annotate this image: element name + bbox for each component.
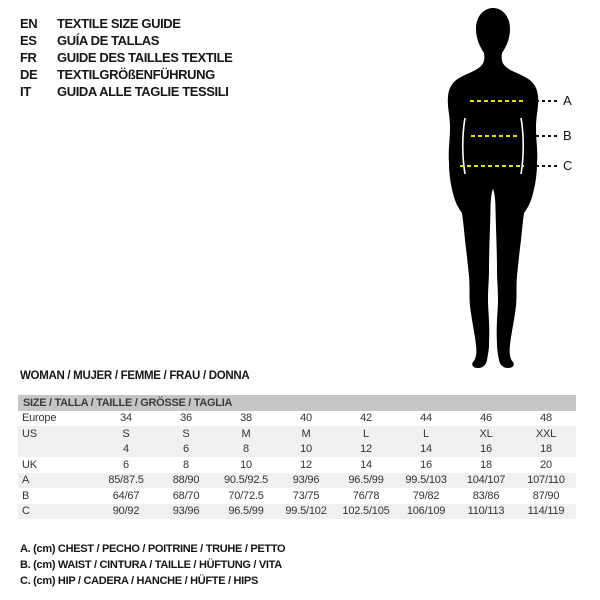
cell: 8	[183, 458, 189, 471]
language-label: GUIDA ALLE TAGLIE TESSILI	[57, 84, 229, 99]
table-row-hip	[18, 504, 576, 520]
cell: 76/78	[352, 489, 380, 502]
cell: 79/82	[412, 489, 440, 502]
table-row-uk	[18, 457, 576, 473]
chest-leader-dash	[536, 100, 557, 102]
marker-label-b: B	[563, 128, 572, 143]
table-row-us	[18, 426, 576, 442]
cell: 36	[180, 412, 192, 425]
cell: L	[363, 427, 369, 440]
language-row-fr	[20, 49, 232, 66]
cell: 106/109	[406, 505, 446, 518]
cell: L	[423, 427, 429, 440]
row-label: A	[22, 474, 30, 487]
hip-measure-dash	[460, 165, 524, 167]
row-label: Europe	[22, 412, 57, 425]
cell: XL	[479, 427, 493, 440]
cell: 46	[480, 412, 492, 425]
cell: 96.5/99	[228, 505, 264, 518]
cell: 10	[300, 443, 312, 456]
cell: S	[122, 427, 130, 440]
language-code: IT	[20, 84, 31, 99]
cell: 40	[300, 412, 312, 425]
cell: 107/110	[527, 474, 565, 487]
waist-measure-dash	[471, 135, 517, 137]
cell: 93/96	[172, 505, 200, 518]
legend-line-chest: A. (cm) CHEST / PECHO / POITRINE / TRUHE / PETTO	[20, 543, 286, 555]
language-row-es	[20, 32, 232, 49]
table-header-label: SIZE / TALLA / TAILLE / GRÖSSE / TAGLIA	[23, 396, 233, 409]
cell: 42	[360, 412, 372, 425]
cell: 90.5/92.5	[223, 474, 269, 487]
cell: 99.5/103	[405, 474, 447, 487]
cell: 87/90	[532, 489, 560, 502]
language-code: EN	[20, 16, 38, 31]
waist-leader-dash	[536, 135, 557, 137]
cell: S	[182, 427, 190, 440]
size-table	[18, 395, 576, 519]
cell: 102.5/105	[342, 505, 390, 518]
table-row-europe	[18, 411, 576, 427]
table-group-title: WOMAN / MUJER / FEMME / FRAU / DONNA	[20, 370, 250, 382]
cell: M	[241, 427, 251, 440]
cell: 16	[420, 458, 432, 471]
cell: 34	[120, 412, 132, 425]
cell: 6	[183, 443, 189, 456]
cell: 99.5/102	[285, 505, 327, 518]
row-label: B	[22, 489, 30, 502]
marker-label-c: C	[563, 158, 573, 173]
cell: 64/67	[112, 489, 140, 502]
row-label: UK	[22, 458, 37, 471]
measurement-legend	[20, 541, 285, 589]
cell: 68/70	[172, 489, 200, 502]
cell: 6	[123, 458, 129, 471]
cell: 38	[240, 412, 252, 425]
cell: 114/119	[527, 505, 565, 518]
language-code: ES	[20, 33, 37, 48]
cell: 44	[420, 412, 432, 425]
cell: 85/87.5	[108, 474, 144, 487]
language-row-en	[20, 15, 232, 32]
cell: 14	[360, 458, 372, 471]
cell: 8	[243, 443, 249, 456]
language-code: FR	[20, 50, 37, 65]
cell: 14	[420, 443, 432, 456]
cell: 83/86	[472, 489, 500, 502]
language-label: GUIDE DES TAILLES TEXTILE	[57, 50, 233, 65]
cell: XXL	[535, 427, 557, 440]
language-code: DE	[20, 67, 38, 82]
row-label: US	[22, 427, 37, 440]
cell: 70/72.5	[228, 489, 264, 502]
cell: 12	[300, 458, 312, 471]
language-label: TEXTILE SIZE GUIDE	[57, 16, 181, 31]
language-row-de	[20, 66, 232, 83]
table-row-chest	[18, 473, 576, 489]
cell: 93/96	[292, 474, 320, 487]
language-row-it	[20, 83, 232, 100]
language-label: GUÍA DE TALLAS	[57, 33, 160, 48]
cell: 18	[480, 458, 492, 471]
legend-line-waist: B. (cm) WAIST / CINTURA / TAILLE / HÜFTUNG / VITA	[20, 559, 282, 571]
cell: 88/90	[172, 474, 200, 487]
language-title-list	[20, 15, 232, 100]
woman-silhouette-figure	[440, 4, 550, 370]
woman-silhouette-icon	[440, 4, 550, 370]
cell: 18	[540, 443, 552, 456]
cell: M	[301, 427, 311, 440]
cell: 12	[360, 443, 372, 456]
cell: 20	[540, 458, 552, 471]
cell: 4	[123, 443, 129, 456]
cell: 104/107	[466, 474, 506, 487]
marker-label-a: A	[563, 93, 572, 108]
cell: 90/92	[112, 505, 140, 518]
cell: 73/75	[292, 489, 320, 502]
hip-leader-dash	[536, 165, 557, 167]
table-row-waist	[18, 488, 576, 504]
chest-measure-dash	[470, 100, 523, 102]
cell: 96.5/99	[348, 474, 384, 487]
table-row-us-numeric	[18, 442, 576, 458]
cell: 110/113	[467, 505, 505, 518]
cell: 10	[240, 458, 252, 471]
legend-line-hip: C. (cm) HIP / CADERA / HANCHE / HÜFTE / HIPS	[20, 575, 258, 587]
language-label: TEXTILGRÖßENFÜHRUNG	[57, 67, 215, 82]
row-label: C	[22, 505, 30, 518]
cell: 48	[540, 412, 552, 425]
cell: 16	[480, 443, 492, 456]
table-header-row	[18, 395, 576, 411]
